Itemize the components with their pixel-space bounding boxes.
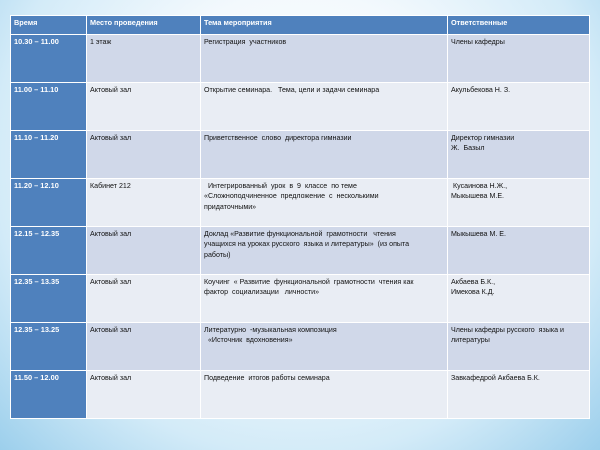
responsible-line: Члены кафедры русского языка и [451, 326, 564, 334]
topic-line: Открытие семинара. Тема, цели и задачи семинара [204, 86, 380, 94]
topic-line: Подведение итогов работы семинара [204, 374, 330, 382]
topic-cell [201, 227, 448, 275]
time-cell: 12.35 – 13.35 [11, 275, 87, 323]
responsible-cell [448, 371, 590, 419]
topic-cell [201, 83, 448, 131]
place-cell: Актовый зал [87, 227, 201, 275]
place-cell: Актовый зал [87, 323, 201, 371]
topic-line: Коучинг « Развитие функциональной грамотности чтения как [204, 278, 414, 286]
responsible-line: Ж. Базыл [451, 144, 485, 153]
place-cell: Актовый зал [87, 83, 201, 131]
table-row [11, 131, 590, 179]
responsible-line: Имекова К.Д. [451, 288, 495, 297]
topic-cell [201, 35, 448, 83]
responsible-line: Завкафедрой Акбаева Б.К. [451, 374, 540, 382]
time-cell: 12.35 – 13.25 [11, 323, 87, 371]
table-row [11, 371, 590, 419]
table-row [11, 227, 590, 275]
responsible-line: Мыкышева М. Е. [451, 230, 507, 238]
responsible-cell [448, 179, 590, 227]
header-place: Место проведения [87, 16, 201, 35]
header-row [11, 16, 590, 35]
responsible-line: Директор гимназии [451, 134, 515, 142]
table-row [11, 35, 590, 83]
topic-line: Приветственное слово директора гимназии [204, 134, 352, 142]
place-cell: Актовый зал [87, 275, 201, 323]
responsible-cell [448, 83, 590, 131]
place-cell: Актовый зал [87, 371, 201, 419]
place-cell: Актовый зал [87, 131, 201, 179]
topic-cell [201, 371, 448, 419]
responsible-line: Члены кафедры [451, 38, 505, 46]
topic-line: учащихся на уроках русского языка и литературы» (из опыта [204, 240, 410, 249]
topic-line: «Источник вдохновения» [204, 336, 293, 345]
topic-line: придаточными» [204, 202, 257, 211]
topic-cell [201, 323, 448, 371]
table-row [11, 275, 590, 323]
topic-cell [201, 179, 448, 227]
responsible-line: Акбаева Б.К., [451, 278, 496, 286]
topic-line: фактор социализации личности» [204, 288, 320, 297]
header-time: Время [11, 16, 87, 35]
topic-cell [201, 275, 448, 323]
responsible-line: Акульбекова Н. З. [451, 86, 511, 94]
time-cell: 12.15 – 12.35 [11, 227, 87, 275]
topic-line: «Сложноподчиненное предложение с несколькими [204, 192, 379, 201]
time-cell: 11.10 – 11.20 [11, 131, 87, 179]
topic-line: работы) [204, 250, 231, 259]
responsible-cell [448, 35, 590, 83]
schedule-slide [10, 15, 589, 419]
place-cell: Кабинет 212 [87, 179, 201, 227]
topic-line: Регистрация участников [204, 38, 287, 46]
topic-line: Интегрированный урок в 9 классе по теме [204, 182, 357, 190]
responsible-cell [448, 323, 590, 371]
responsible-line: литературы [451, 336, 490, 345]
topic-line: Литературно -музыкальная композиция [204, 326, 337, 334]
time-cell: 11.20 – 12.10 [11, 179, 87, 227]
responsible-cell [448, 131, 590, 179]
table-row [11, 179, 590, 227]
topic-line: Доклад «Развитие функциональной грамотности чтения [204, 230, 396, 238]
topic-cell [201, 131, 448, 179]
time-cell: 11.50 – 12.00 [11, 371, 87, 419]
responsible-cell [448, 227, 590, 275]
header-topic: Тема мероприятия [201, 16, 448, 35]
table-row [11, 323, 590, 371]
responsible-line: Мыкышева М.Е. [451, 192, 505, 201]
time-cell: 10.30 – 11.00 [11, 35, 87, 83]
time-cell: 11.00 – 11.10 [11, 83, 87, 131]
responsible-cell [448, 275, 590, 323]
responsible-line: Кусаинова Н.Ж., [451, 182, 508, 190]
place-cell: 1 этаж [87, 35, 201, 83]
table-row [11, 83, 590, 131]
schedule-table [10, 15, 590, 419]
header-responsible: Ответственные [448, 16, 590, 35]
